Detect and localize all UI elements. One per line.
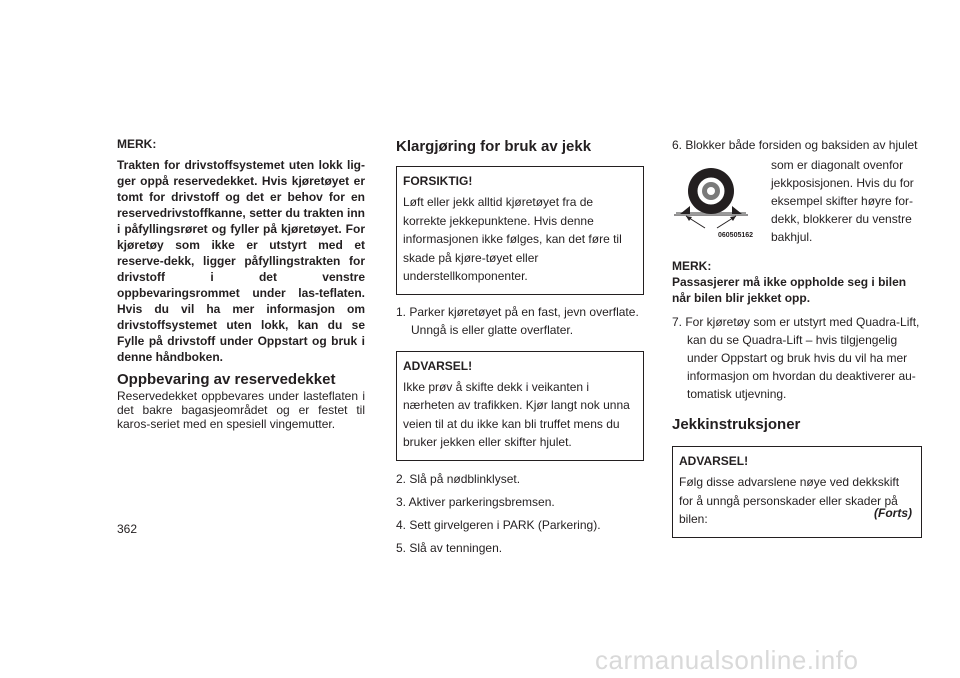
column-right <box>672 136 922 538</box>
heading-jack-instructions: Jekkinstruksjoner <box>672 416 801 433</box>
caution-box <box>396 166 644 295</box>
wheel-chock-illustration <box>672 158 764 242</box>
note-label-right: MERK: <box>672 259 712 273</box>
step-6-line1: 6. Blokker både forsiden og baksiden av hjulet <box>672 138 918 152</box>
heading-jack-prep: Klargjøring for bruk av jekk <box>396 138 592 155</box>
column-left <box>117 136 365 431</box>
note-body-passengers: Passasjerer må ikke oppholde seg i bilen når bilen blir jekket opp. <box>672 275 907 305</box>
warning-title-right: ADVARSEL! <box>679 454 749 468</box>
note-body-funnel: Trakten for drivstoffsystemet uten lokk lig-ger oppå reservedekket. Hvis kjøretøyet er tomt for drivstoff og det er behov for en reservedrivstoffkanne, setter du trakten inn i påfyllingsrøret og fyller på kjøretøyet. For kjøretøy som ikke er utstyrt med et reserve-dekk, ligger påfyllingstrakten for drivstoff i det venstre oppbevaringsrommet under las-teflaten. Hvis du vil ha mer informasjon om drivstoffsystemet uten lokk, kan du se Fylle på drivstoff under Oppstart og bruk i denne håndboken. <box>117 158 365 364</box>
step-6-continuation: som er diagonalt ovenfor jekkposisjonen. Hvis du for eksempel skifter høyre for-dekk, blokkerer du venstre bakhjul. <box>771 158 914 244</box>
para-spare-storage: Reservedekket oppbevares under lasteflaten i det bakre bagasjeområdet og er festet til karos-seriet med en spesiell vingemutter. <box>117 389 365 431</box>
warning-body: Ikke prøv å skifte dekk i veikanten i nærheten av trafikken. Kjør langt nok unna veien til at du ikke kan bli truffet mens du bruker jekken eller skifter hjulet. <box>403 379 630 449</box>
warning-title: ADVARSEL! <box>403 358 473 373</box>
step-6-block <box>672 156 922 246</box>
warning-box <box>396 351 644 461</box>
step-5: 5. Slå av tenningen. <box>396 540 503 555</box>
note-label: MERK: <box>117 137 157 151</box>
step-1: 1. Parker kjøretøyet på en fast, jevn overflate. Unngå is eller glatte overflater. <box>396 304 639 337</box>
step-4: 4. Sett girvelgeren i PARK (Parkering). <box>396 517 601 532</box>
watermark: carmanualsonline.info <box>595 645 859 675</box>
step-3: 3. Aktiver parkeringsbremsen. <box>396 494 555 509</box>
page-number: 362 <box>117 522 138 536</box>
caution-body: Løft eller jekk alltid kjøretøyet fra de korrekte jekkepunktene. Hvis denne informasjonen ikke følges, kan det føre til skade på kjøre-tøyet eller understellkomponenter. <box>403 195 622 283</box>
warning-box-right <box>672 446 922 538</box>
step-2: 2. Slå på nødblinklyset. <box>396 471 521 486</box>
step-7: 7. For kjøretøy som er utstyrt med Quadra-Lift, kan du se Quadra-Lift – hvis tilgjengelig under Oppstart og bruk hvis du vil ha mer informasjon om hvordan du deaktiverer au-tomatisk utjevning. <box>672 315 920 401</box>
continued-label: (Forts) <box>874 506 912 520</box>
caution-title: FORSIKTIG! <box>403 174 473 188</box>
warning-body-right: Følg disse advarslene nøye ved dekkskift for å unngå personskader eller skader på bilen: <box>679 475 900 526</box>
figure-code: 060505162 <box>718 232 754 239</box>
heading-spare-storage: Oppbevaring av reservedekket <box>117 371 336 388</box>
wheel-chock-figure <box>672 158 764 242</box>
column-middle <box>396 136 644 557</box>
